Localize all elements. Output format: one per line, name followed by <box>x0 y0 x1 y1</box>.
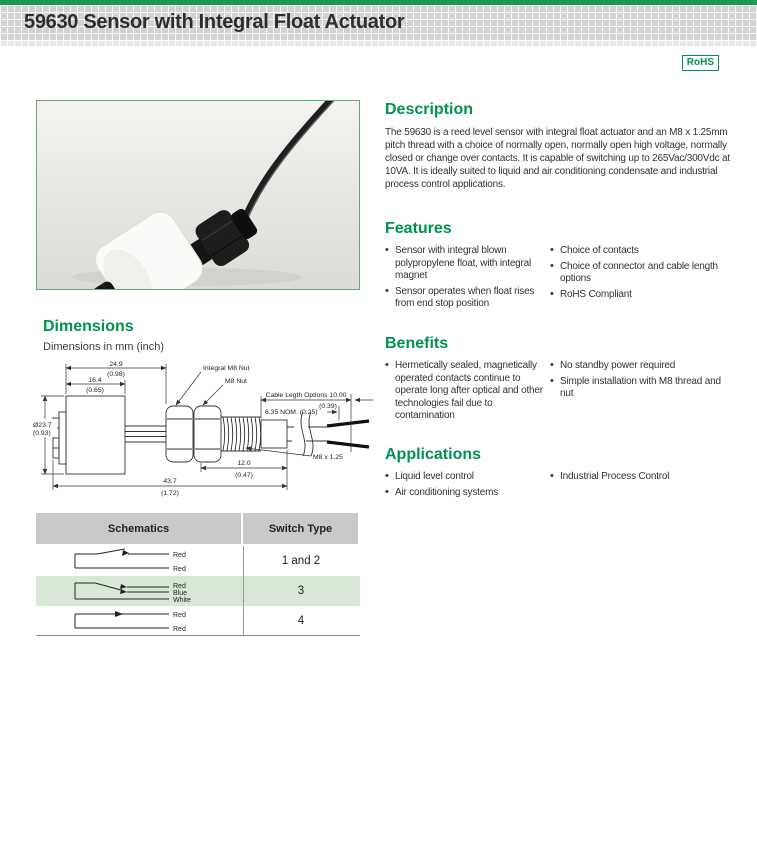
table-header-row <box>36 513 360 546</box>
label-integral-m8-nut: Integral M8 Nut <box>203 365 250 372</box>
wire-label: Red <box>172 583 186 590</box>
wire-label: Blue <box>172 590 187 597</box>
label-m8-nut: M8 Nut <box>225 378 247 385</box>
table-row <box>36 546 360 576</box>
switch-type-cell: 1 and 2 <box>243 546 358 576</box>
schematic-type-3 <box>65 577 215 605</box>
feature-item: • Sensor with integral blown polypropylene float, with integral magnet <box>385 245 550 283</box>
switch-type-cell: 3 <box>243 576 358 606</box>
header-bar-light <box>0 40 757 46</box>
dim-16-4: 16.4 <box>88 377 102 384</box>
features-col1 <box>385 245 550 314</box>
benefit-item: • No standby power required <box>550 360 732 373</box>
switch-type-cell: 4 <box>243 606 358 635</box>
table-header-schematics: Schematics <box>36 513 243 544</box>
wire-label: White <box>172 597 191 604</box>
dimension-drawing-svg <box>33 356 375 508</box>
application-item: • Liquid level control <box>385 471 550 484</box>
header-bar <box>0 5 757 40</box>
application-item: • Air conditioning systems <box>385 487 550 500</box>
application-item: • Industrial Process Control <box>550 471 732 484</box>
applications-col1 <box>385 471 550 502</box>
dim-12-0: 12.0 <box>237 460 251 467</box>
feature-item: • Choice of connector and cable length options <box>550 261 732 286</box>
product-photo <box>36 100 360 290</box>
table-row <box>36 576 360 606</box>
features-heading: Features <box>385 220 452 237</box>
float-sensor-photo <box>37 101 359 289</box>
dimensions-heading: Dimensions <box>43 318 134 335</box>
features-col2 <box>550 245 732 314</box>
wire-label: Red <box>172 625 186 633</box>
dimension-drawing <box>33 356 375 508</box>
applications-col2 <box>550 471 732 502</box>
wire-label: Red <box>172 552 186 559</box>
table-header-switch-type: Switch Type <box>243 513 358 544</box>
dim-24-9-inch: (0.98) <box>107 371 125 378</box>
feature-item: • Choice of contacts <box>550 245 732 258</box>
schematic-type-1-2 <box>65 547 215 575</box>
applications-section <box>385 446 737 502</box>
benefits-section <box>385 335 737 426</box>
benefits-col2 <box>550 360 732 426</box>
description-section <box>385 101 737 191</box>
label-cable-length: Cable Legth Options 10.00 <box>265 392 347 399</box>
description-body: The 59630 is a reed level sensor with integral float actuator and an M8 x 1.25mm pitch thread with a choice of normally open, normally open high voltage, normally closed or change over contacts. It is capable of switching up to 265Vac/300Vdc at 10VA. It is ideally suited to liquid and air conditioning condensate and industrial process control applications. <box>385 127 730 190</box>
description-heading: Description <box>385 101 474 118</box>
rohs-badge: RoHS <box>682 55 719 71</box>
dim-43-7-inch: (1.72) <box>161 490 179 497</box>
dimensions-subtitle: Dimensions in mm (inch) <box>43 341 165 353</box>
label-thread: M8 x 1.25 <box>313 454 343 461</box>
schematic-cell <box>36 606 243 635</box>
schematic-cell <box>36 546 243 576</box>
schematic-type-4 <box>65 607 215 635</box>
dim-12-0-inch: (0.47) <box>235 472 253 479</box>
wire-label: Red <box>172 611 186 619</box>
benefits-col1 <box>385 360 550 426</box>
dim-43-7: 43.7 <box>163 478 177 485</box>
label-cable-length-inch: (0.39) <box>319 403 337 410</box>
schematic-cell <box>36 576 243 606</box>
page-title: 59630 Sensor with Integral Float Actuator <box>24 11 405 33</box>
applications-heading: Applications <box>385 446 482 463</box>
feature-item: • Sensor operates when float rises from end stop position <box>385 286 550 311</box>
benefit-item: • Hermetically sealed, magnetically operated contacts continue to operate long after optical and other technologies fail due to contamination <box>385 360 550 423</box>
dim-16-4-inch: (0.65) <box>86 387 104 394</box>
wire-label: Red <box>172 566 186 573</box>
label-nom: 6.35 NOM. (0.25) <box>265 409 318 416</box>
dim-diameter-inch: (0.93) <box>33 430 51 437</box>
benefit-item: • Simple installation with M8 thread and nut <box>550 376 732 401</box>
features-section <box>385 220 737 314</box>
dim-diameter: Ø23.7 <box>33 422 52 429</box>
dimensions-section <box>43 318 164 353</box>
feature-item: • RoHS Compliant <box>550 289 732 302</box>
benefits-heading: Benefits <box>385 335 449 352</box>
schematics-table <box>36 513 360 636</box>
dim-24-9: 24.9 <box>109 361 123 368</box>
table-row <box>36 606 360 636</box>
